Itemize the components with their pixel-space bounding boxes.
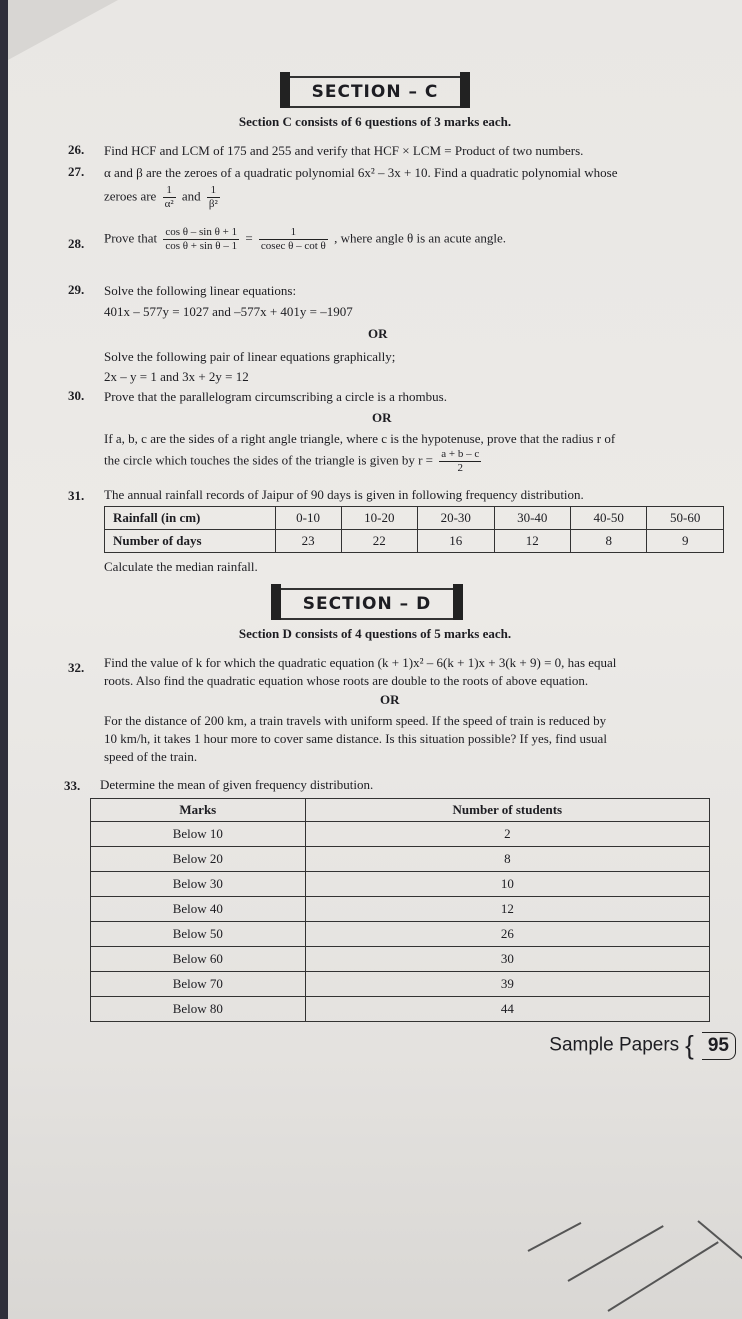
q28-text: [104, 226, 734, 253]
q28-prefix: Prove that: [104, 230, 158, 246]
section-c-title: SECTION – C: [284, 76, 467, 108]
q32-line5: speed of the train.: [104, 749, 198, 764]
marks-cell: Below 80: [91, 997, 306, 1022]
rainfall-cell: 40-50: [570, 507, 646, 530]
q28-suffix: , where angle θ is an acute angle.: [334, 230, 506, 246]
section-d-subtitle: Section D consists of 4 questions of 5 marks each.: [238, 626, 512, 641]
students-cell: 12: [305, 897, 709, 922]
page-number: 95: [702, 1032, 736, 1060]
q29-line3: Solve the following pair of linear equations graphically;: [104, 349, 396, 364]
marks-cell: Below 30: [91, 872, 306, 897]
footer: [549, 1030, 736, 1061]
marks-row: [91, 847, 710, 872]
q30-number: 30.: [68, 388, 85, 403]
q30-line3: the circle which touches the sides of the triangle is given by r =: [104, 452, 433, 468]
q30-line3-wrap: [104, 448, 734, 475]
q29-line1: Solve the following linear equations:: [104, 283, 297, 298]
rainfall-cell: 22: [341, 530, 417, 553]
q27-zeroes-label: zeroes are: [104, 188, 157, 204]
marks-header: Marks: [91, 799, 306, 822]
rainfall-row: [105, 507, 724, 530]
q29-line2: 401x – 577y = 1027 and –577x + 401y = –1907: [104, 304, 353, 319]
rainfall-row: [105, 530, 724, 553]
rainfall-cell: 20-30: [418, 507, 494, 530]
marks-cell: Below 70: [91, 972, 306, 997]
q31-number: 31.: [68, 488, 85, 503]
q27-line2: [104, 184, 504, 211]
q30-line1: Prove that the parallelogram circumscribing a circle is a rhombus.: [104, 389, 447, 404]
q27-and: and: [181, 188, 201, 204]
q29-number: 29.: [68, 282, 85, 297]
section-d-heading: [8, 588, 734, 620]
pen-mark: [528, 1222, 582, 1252]
rainfall-row-label: Rainfall (in cm): [105, 507, 276, 530]
q33-text: Determine the mean of given frequency distribution.: [100, 777, 374, 792]
q27-fraction-1: $\frac{1}{\text{α²}}$: [164, 184, 174, 210]
q29-line4: 2x – y = 1 and 3x + 2y = 12: [104, 369, 249, 384]
q28-right-fraction: $\frac{1}{\text{cosec θ – cot θ}}$: [260, 226, 326, 252]
q27-fraction-2: $\frac{1}{\text{β²}}$: [208, 184, 218, 210]
q28-number: 28.: [68, 236, 85, 251]
pen-mark: [607, 1241, 718, 1312]
pen-mark: [697, 1220, 742, 1267]
students-cell: 44: [305, 997, 709, 1022]
q30-or: OR: [372, 410, 392, 425]
marks-row: [91, 972, 710, 997]
section-c-subtitle: Section C consists of 6 questions of 3 marks each.: [238, 114, 512, 129]
q30-line2: If a, b, c are the sides of a right angle triangle, where c is the hypotenuse, prove that the radius r of: [104, 431, 616, 446]
marks-cell: Below 60: [91, 947, 306, 972]
marks-row: [91, 822, 710, 847]
rainfall-row-label: Number of days: [105, 530, 276, 553]
marks-table: [90, 798, 710, 1022]
brace-icon: {: [685, 1030, 694, 1060]
q31-text: The annual rainfall records of Jaipur of 90 days is given in following frequency distribution.: [104, 487, 584, 502]
q31-after: Calculate the median rainfall.: [104, 559, 258, 574]
q33-number: 33.: [64, 778, 81, 793]
page-curl: [8, 0, 118, 60]
section-d-title: SECTION – D: [275, 588, 459, 620]
rainfall-cell: 30-40: [494, 507, 570, 530]
exam-page: [8, 0, 742, 1319]
q26-text: Find HCF and LCM of 175 and 255 and verify that HCF × LCM = Product of two numbers.: [104, 143, 584, 158]
q32-line1: Find the value of k for which the quadratic equation (k + 1)x² – 6(k + 1)x + 3(k + 9) = 0, has equal: [104, 655, 617, 670]
students-cell: 10: [305, 872, 709, 897]
marks-row: [91, 922, 710, 947]
rainfall-cell: 10-20: [341, 507, 417, 530]
marks-cell: Below 50: [91, 922, 306, 947]
rainfall-cell: 9: [647, 530, 724, 553]
rainfall-table: [104, 506, 724, 553]
students-cell: 2: [305, 822, 709, 847]
q32-line3: For the distance of 200 km, a train travels with uniform speed. If the speed of train is reduced by: [104, 713, 607, 728]
rainfall-cell: 50-60: [647, 507, 724, 530]
marks-cell: Below 20: [91, 847, 306, 872]
rainfall-cell: 12: [494, 530, 570, 553]
marks-row: [91, 947, 710, 972]
marks-row: [91, 872, 710, 897]
rainfall-cell: 8: [570, 530, 646, 553]
q32-number: 32.: [68, 660, 85, 675]
q32-line2: roots. Also find the quadratic equation whose roots are double to the roots of above equation.: [104, 673, 589, 688]
q26-number: 26.: [68, 142, 85, 157]
section-c-heading: [8, 76, 742, 108]
q27-line1: α and β are the zeroes of a quadratic polynomial 6x² – 3x + 10. Find a quadratic polynomial whose: [104, 165, 618, 180]
students-cell: 39: [305, 972, 709, 997]
rainfall-cell: 23: [275, 530, 341, 553]
students-header: Number of students: [305, 799, 709, 822]
q27-number: 27.: [68, 164, 85, 179]
q32-line4: 10 km/h, it takes 1 hour more to cover same distance. Is this situation possible? If yes, find usual: [104, 731, 607, 746]
q28-left-fraction: $\frac{\text{cos θ – sin θ + 1}}{\text{cos θ + sin θ – 1}}$: [165, 226, 238, 252]
q29-or: OR: [368, 326, 388, 341]
marks-cell: Below 10: [91, 822, 306, 847]
pen-mark: [568, 1225, 664, 1282]
q32-or: OR: [380, 692, 400, 707]
students-cell: 26: [305, 922, 709, 947]
students-cell: 8: [305, 847, 709, 872]
marks-row: [91, 997, 710, 1022]
q28-equals: =: [245, 230, 253, 246]
rainfall-cell: 0-10: [275, 507, 341, 530]
students-cell: 30: [305, 947, 709, 972]
marks-cell: Below 40: [91, 897, 306, 922]
q30-radius-fraction: $\frac{a + b - c}{2}$: [441, 448, 480, 474]
marks-row: [91, 897, 710, 922]
footer-label: Sample Papers: [549, 1034, 680, 1056]
rainfall-cell: 16: [418, 530, 494, 553]
